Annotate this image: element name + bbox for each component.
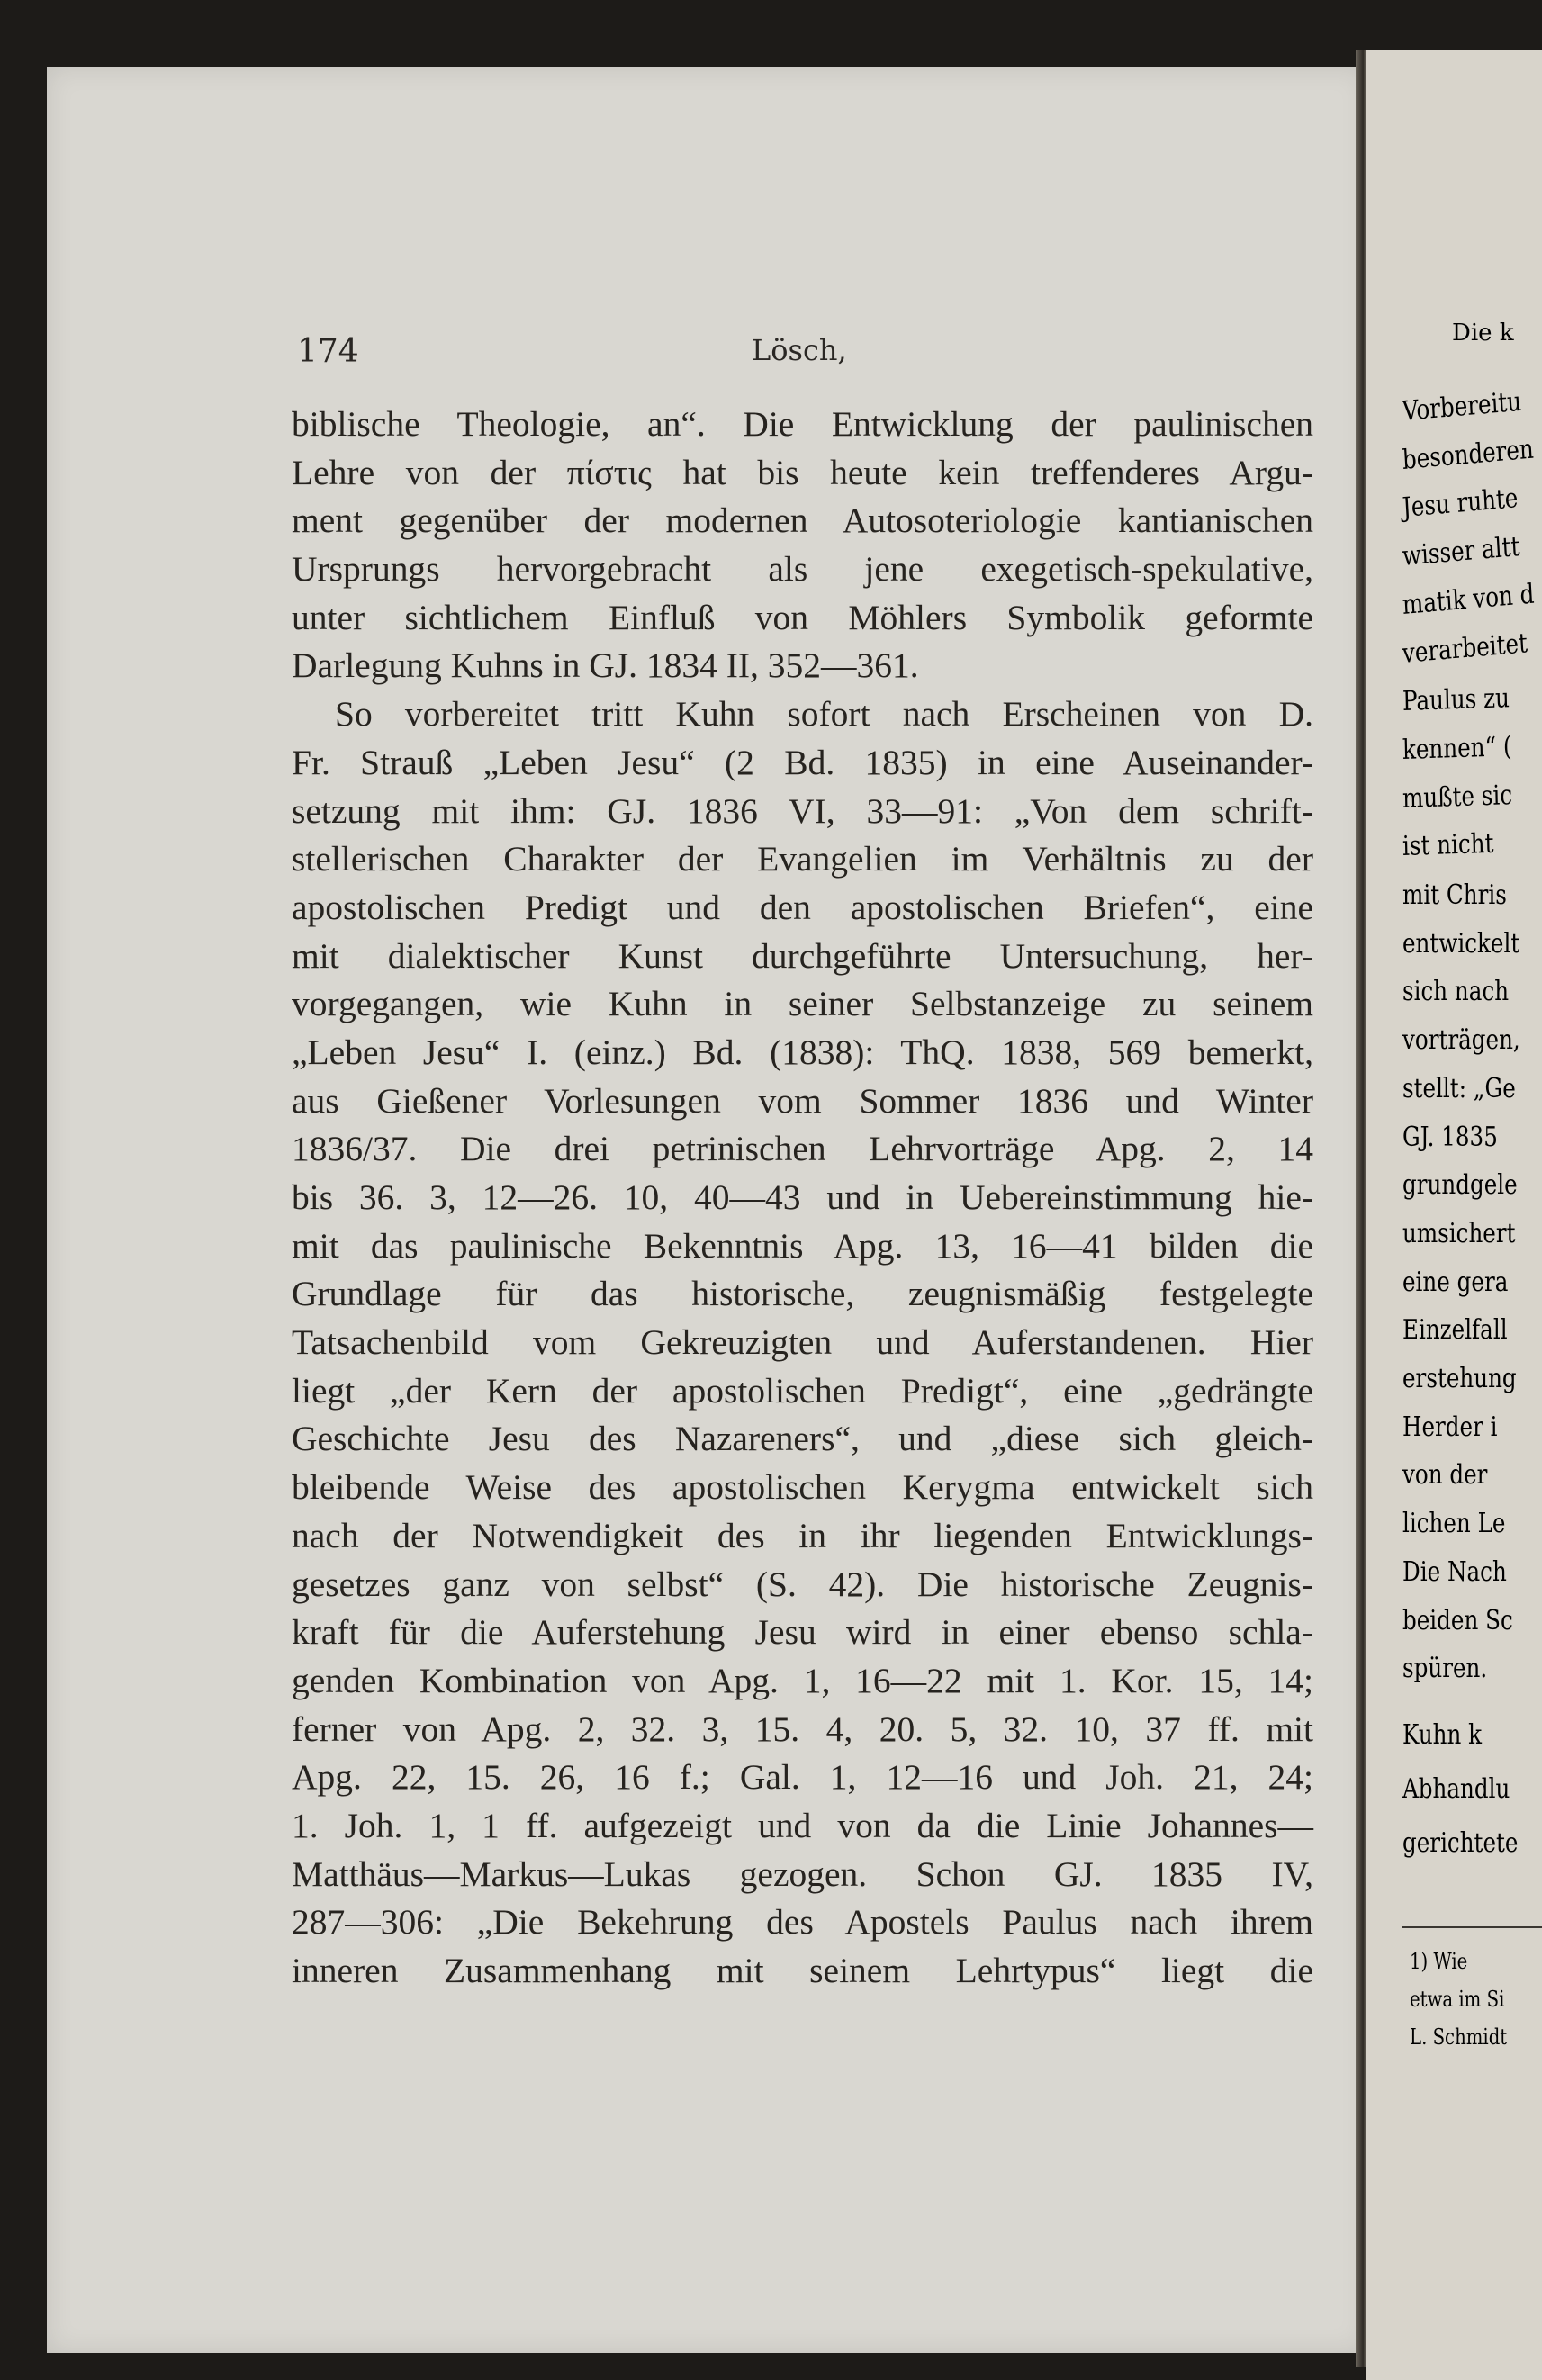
right-page-line: mußte sic (1402, 779, 1513, 815)
right-page-line: umsichert (1402, 1217, 1516, 1249)
text-line: Grundlage für das historische, zeugnismäßig festgelegte (292, 1274, 1313, 1314)
right-page-line: lichen Le (1402, 1508, 1506, 1540)
right-page-line: matik von d (1401, 578, 1536, 621)
right-page-line: Jesu ruhte (1401, 482, 1519, 525)
text-line: 287—306: „Die Bekehrung des Apostels Paulus nach ihrem (292, 1902, 1313, 1943)
text-line: setzung mit ihm: GJ. 1836 VI, 33—91: „Von dem schrift- (292, 790, 1313, 831)
right-page-line: wisser altt (1401, 531, 1521, 573)
text-line: Tatsachenbild vom Gekreuzigten und Auferstandenen. Hier (292, 1322, 1313, 1363)
right-page-line: verarbeitet (1401, 627, 1528, 670)
right-page-line: Paulus zu (1402, 682, 1510, 718)
right-page-line: mit Chris (1402, 879, 1507, 911)
right-page-line: ist nicht (1402, 828, 1494, 863)
right-page-line: Vorbereitu (1401, 385, 1522, 428)
right-page-footnote: 1) Wie (1410, 1949, 1468, 1974)
text-line: inneren Zusammenhang mit seinem Lehrtypus“ liegt die (292, 1951, 1313, 1990)
text-line: mit das paulinische Bekenntnis Apg. 13, 16—41 bilden die (292, 1225, 1313, 1266)
right-page-line: beiden Sc (1402, 1604, 1513, 1636)
text-line: „Leben Jesu“ I. (einz.) Bd. (1838): ThQ. 1838, 569 bemerkt, (292, 1032, 1313, 1072)
right-page-line: gerichtete (1402, 1827, 1519, 1859)
right-page-line: besonderen (1401, 433, 1535, 476)
right-page-line: stellt: „Ge (1402, 1072, 1516, 1104)
text-line: stellerischen Charakter der Evangelien im Verhältnis zu der (292, 839, 1313, 879)
text-line: mit dialektischer Kunst durchgeführte Untersuchung, her- (292, 935, 1313, 976)
right-page-line: entwickelt (1402, 927, 1520, 960)
right-page-line: Abhandlu (1402, 1773, 1510, 1805)
text-line: ment gegenüber der modernen Autosoteriologie kantianischen (292, 500, 1313, 541)
right-page-line: Herder i (1402, 1411, 1498, 1443)
text-line: gesetzes ganz von selbst“ (S. 42). Die historische Zeugnis- (292, 1564, 1313, 1604)
running-title: Lösch, (752, 333, 847, 367)
text-line: unter sichtlichem Einfluß von Möhlers Symbolik geformte (292, 597, 1313, 637)
text-line: aus Gießener Vorlesungen vom Sommer 1836 und Winter (292, 1080, 1313, 1121)
text-line: 1836/37. Die drei petrinischen Lehrvorträge Apg. 2, 14 (292, 1129, 1313, 1169)
right-page-line: Die Nach (1402, 1555, 1507, 1588)
footnote-rule (1402, 1926, 1542, 1928)
text-line: kraft für die Auferstehung Jesu wird in einer ebenso schla- (292, 1612, 1313, 1653)
right-page-line: von der (1402, 1459, 1488, 1492)
right-page-line: Kuhn k (1402, 1719, 1483, 1751)
text-line: liegt „der Kern der apostolischen Predigt“, eine „gedrängte (292, 1370, 1313, 1411)
text-line: biblische Theologie, an“. Die Entwicklung der paulinischen (292, 404, 1313, 444)
text-line: Geschichte Jesu des Nazareners“, und „diese sich gleich- (292, 1419, 1313, 1459)
right-page-line: GJ. 1835 (1402, 1121, 1498, 1153)
text-line: Apg. 22, 15. 26, 16 f.; Gal. 1, 12—16 und Joh. 21, 24; (292, 1757, 1313, 1798)
text-line: Ursprungs hervorgebracht als jene exegetisch-spekulative, (292, 549, 1313, 590)
text-line: Lehre von der πίστις hat bis heute kein treffenderes Argu- (292, 452, 1313, 492)
text-line: Matthäus—Markus—Lukas gezogen. Schon GJ. 1835 IV, (292, 1853, 1313, 1894)
right-page-line: erstehung (1402, 1363, 1517, 1394)
text-line: apostolischen Predigt und den apostolischen Briefen“, eine (292, 887, 1313, 927)
right-page-header: Die k (1452, 320, 1514, 347)
text-line: Fr. Strauß „Leben Jesu“ (2 Bd. 1835) in eine Auseinander- (292, 742, 1313, 782)
right-page-line: kennen“ ( (1402, 731, 1512, 766)
right-page-line: eine gera (1402, 1266, 1509, 1298)
right-page-line: spüren. (1402, 1653, 1488, 1685)
text-line: ferner von Apg. 2, 32. 3, 15. 4, 20. 5, 32. 10, 37 ff. mit (292, 1708, 1313, 1749)
text-line: bleibende Weise des apostolischen Kerygma entwickelt sich (292, 1467, 1313, 1508)
right-page-footnote: L. Schmidt (1410, 2024, 1508, 2050)
text-line: vorgegangen, wie Kuhn in seiner Selbstanzeige zu seinem (292, 984, 1313, 1024)
right-page-line: grundgele (1402, 1169, 1518, 1202)
page-header (297, 333, 1314, 378)
page-number: 174 (297, 333, 359, 370)
text-line: 1. Joh. 1, 1 ff. aufgezeigt und von da die Linie Johannes— (292, 1805, 1313, 1845)
text-line: Darlegung Kuhns in GJ. 1834 II, 352—361. (292, 645, 919, 686)
right-page-footnote: etwa im Si (1410, 1987, 1505, 2012)
right-page (1366, 50, 1542, 2380)
text-line: bis 36. 3, 12—26. 10, 40—43 und in Uebereinstimmung hie- (292, 1177, 1313, 1217)
text-line: nach der Notwendigkeit des in ihr liegenden Entwicklungs- (292, 1515, 1313, 1555)
right-page-line: Einzelfall (1402, 1314, 1508, 1347)
text-line: So vorbereitet tritt Kuhn sofort nach Erscheinen von D. (335, 694, 1313, 735)
right-page-line: sich nach (1402, 976, 1510, 1008)
text-line: genden Kombination von Apg. 1, 16—22 mit 1. Kor. 15, 14; (292, 1660, 1313, 1700)
right-page-line: vorträgen, (1402, 1024, 1520, 1057)
body-text (292, 401, 1313, 1996)
